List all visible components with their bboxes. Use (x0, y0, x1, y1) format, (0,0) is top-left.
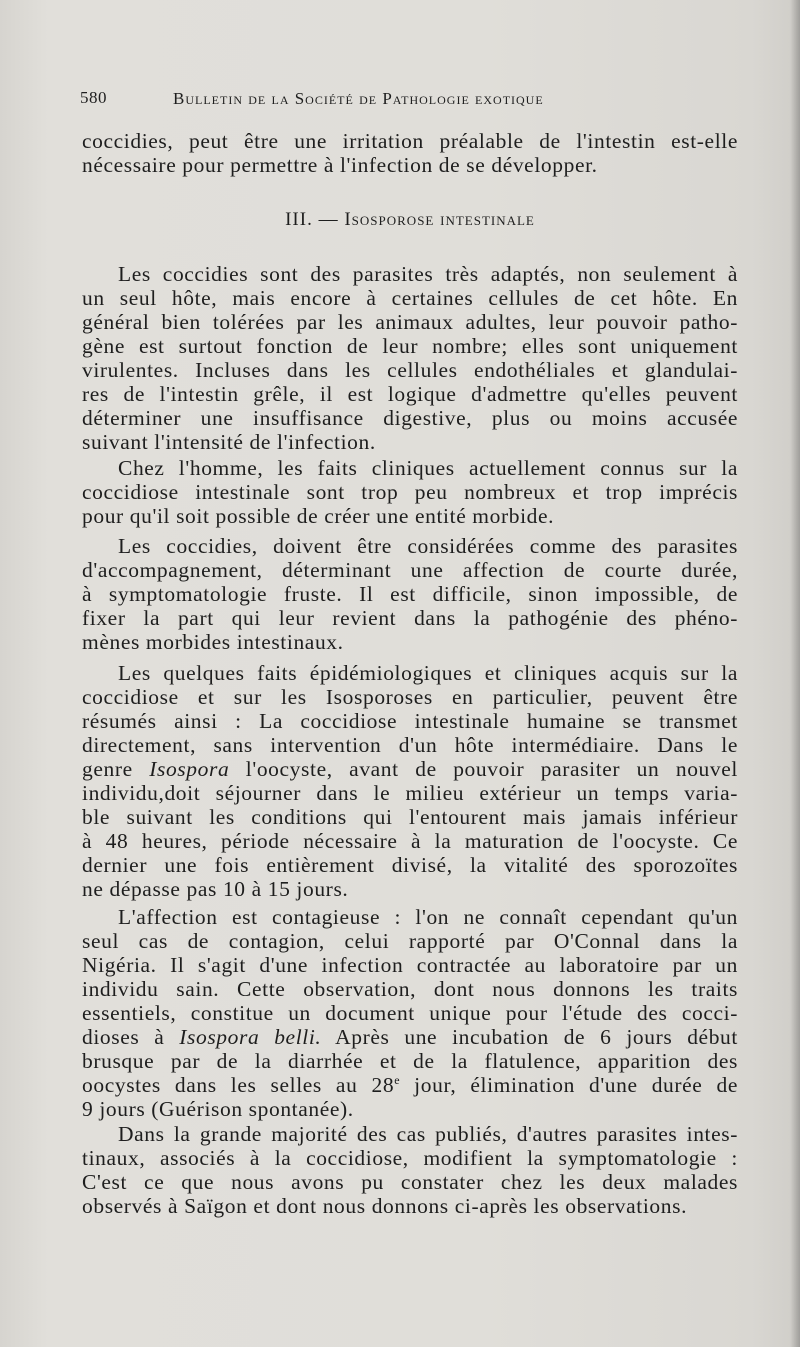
text-line (82, 1025, 738, 1049)
text-line: Les coccidies, doivent être considérées comme des parasites (118, 534, 738, 558)
paragraph-accompaniment (82, 534, 738, 654)
text-line: coccidies, peut être une irritation préalable de l'intestin est-elle (82, 129, 738, 153)
text-fragment: dioses à (82, 1025, 180, 1049)
text-line: ne dépasse pas 10 à 15 jours. (82, 877, 349, 901)
text-line: Dans la grande majorité des cas publiés, d'autres parasites intes- (118, 1122, 738, 1146)
text-line: un seul hôte, mais encore à certaines cellules de cet hôte. En (82, 286, 738, 310)
text-line: nécessaire pour permettre à l'infection de se développer. (82, 153, 598, 177)
text-line: directement, sans intervention d'un hôte intermédiaire. Dans le (82, 733, 738, 757)
text-line: observés à Saïgon et dont nous donnons ci-après les observations. (82, 1194, 688, 1218)
text-line: virulentes. Incluses dans les cellules endothéliales et glandulai- (82, 358, 738, 382)
text-line: ble suivant les conditions qui l'entourent mais jamais inférieur (82, 805, 738, 829)
text-line: seul cas de contagion, celui rapporté par O'Connal dans la (82, 929, 738, 953)
text-line: Nigéria. Il s'agit d'une infection contractée au laboratoire par un (82, 953, 738, 977)
text-line: gène est surtout fonction de leur nombre; elles sont uniquement (82, 334, 738, 358)
text-fragment: oocystes dans les selles au 28 (82, 1073, 395, 1097)
text-line: déterminer une insuffisance digestive, plus ou moins accusée (82, 406, 738, 430)
text-line: d'accompagnement, déterminant une affection de courte durée, (82, 558, 738, 582)
text-line: à symptomatologie fruste. Il est difficile, sinon impossible, de (82, 582, 738, 606)
text-line: brusque par de la diarrhée et de la flatulence, apparition des (82, 1049, 738, 1073)
page-header (80, 88, 740, 112)
text-line: Les coccidies sont des parasites très adaptés, non seulement à (118, 262, 738, 286)
text-line: coccidiose et sur les Isosporoses en particulier, peuvent être (82, 685, 738, 709)
paragraph-adaptation (82, 262, 738, 454)
text-fragment: l'oocyste, avant de pouvoir parasiter un nouvel (229, 757, 738, 781)
text-line: 9 jours (Guérison spontanée). (82, 1097, 354, 1121)
text-fragment: jour, élimination d'une durée de (400, 1073, 738, 1097)
text-line: résumés ainsi : La coccidiose intestinale humaine se transmet (82, 709, 738, 733)
text-line: mènes morbides intestinaux. (82, 630, 344, 654)
text-line: coccidiose intestinale sont trop peu nombreux et trop imprécis (82, 480, 738, 504)
text-line: individu sain. Cette observation, dont nous donnons les traits (82, 977, 738, 1001)
intro-paragraph (82, 129, 738, 177)
superscript: e (394, 1073, 401, 1087)
paragraph-epidemiology (82, 661, 738, 901)
species-name-italic: Isospora belli. (179, 1025, 322, 1049)
text-line (82, 757, 738, 781)
text-line: général bien tolérées par les animaux adultes, leur pouvoir patho- (82, 310, 738, 334)
text-line: C'est ce que nous avons pu constater chez les deux malades (82, 1170, 738, 1194)
page-edge-shadow (790, 0, 800, 1347)
paragraph-clinical-facts (82, 456, 738, 528)
text-line: essentiels, constitue un document unique pour l'étude des cocci- (82, 1001, 738, 1025)
text-line: Chez l'homme, les faits cliniques actuellement connus sur la (118, 456, 738, 480)
section-heading: III. — Isosporose intestinale (285, 209, 535, 230)
text-line (82, 1073, 738, 1097)
page-number: 580 (80, 88, 107, 107)
text-line: pour qu'il soit possible de créer une entité morbide. (82, 504, 555, 528)
text-line: res de l'intestin grêle, il est logique d'admettre qu'elles peuvent (82, 382, 738, 406)
text-line: individu,doit séjourner dans le milieu extérieur un temps varia- (82, 781, 738, 805)
running-title: Bulletin de la Société de Pathologie exotique (173, 89, 544, 108)
genus-name-italic: Isospora (149, 757, 230, 781)
text-line: fixer la part qui leur revient dans la pathogénie des phéno- (82, 606, 738, 630)
text-line: Les quelques faits épidémiologiques et cliniques acquis sur la (118, 661, 738, 685)
paragraph-associated-parasites (82, 1122, 738, 1218)
text-line: L'affection est contagieuse : l'on ne connaît cependant qu'un (118, 905, 738, 929)
text-line: suivant l'intensité de l'infection. (82, 430, 376, 454)
text-fragment: genre (82, 757, 150, 781)
text-line: tinaux, associés à la coccidiose, modifient la symptomatologie : (82, 1146, 738, 1170)
text-line: à 48 heures, période nécessaire à la maturation de l'oocyste. Ce (82, 829, 738, 853)
text-line: dernier une fois entièrement divisé, la vitalité des sporozoïtes (82, 853, 738, 877)
paragraph-contagion (82, 905, 738, 1121)
text-fragment: Après une incubation de 6 jours début (321, 1025, 738, 1049)
